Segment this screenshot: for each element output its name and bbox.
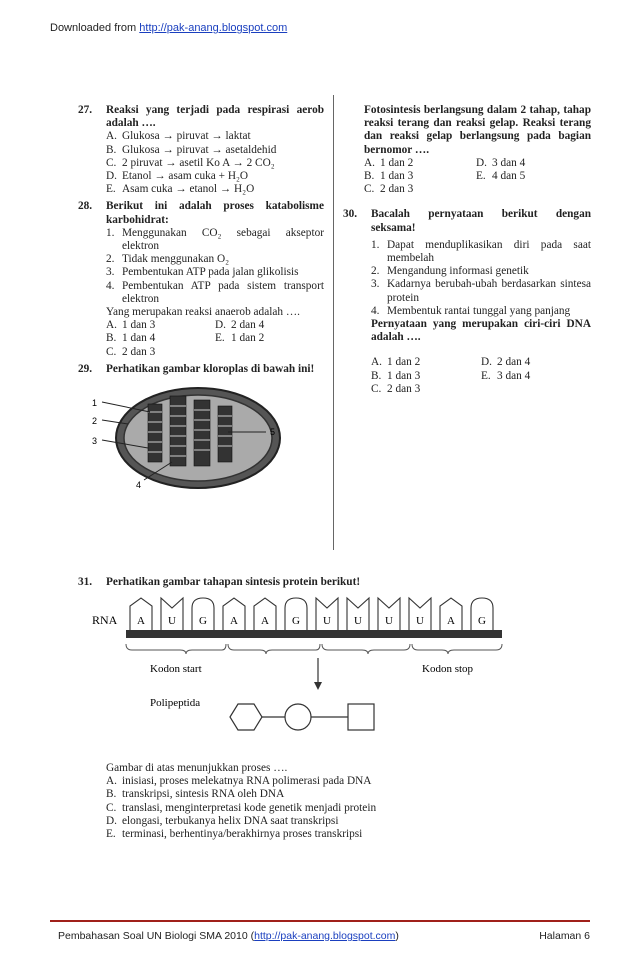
- rna-label: RNA: [92, 613, 118, 627]
- option-text: 1 dan 2: [380, 156, 414, 169]
- protein-synthesis-diagram: [92, 594, 512, 754]
- question-28: [78, 200, 324, 358]
- circle-amino-acid: [285, 704, 311, 730]
- item-marker: A.: [106, 775, 117, 788]
- option-letter: B.: [371, 369, 382, 382]
- rna-base-letter: U: [323, 615, 331, 627]
- diagram-label-5: 5: [270, 427, 276, 438]
- rna-base-letter: U: [168, 615, 176, 627]
- item-marker: 4.: [106, 279, 115, 292]
- item-marker: C.: [106, 156, 117, 169]
- option-item: [371, 370, 481, 383]
- item-text: Tidak menggunakan O₂: [122, 253, 230, 266]
- option-text: 2 dan 4: [231, 319, 265, 332]
- option-text: 1 dan 3: [387, 369, 421, 382]
- option-text: 1 dan 3: [380, 170, 414, 183]
- list-item: [106, 266, 324, 279]
- option-text: 2 dan 3: [122, 345, 156, 358]
- item-text: Kadarnya berubah-ubah berdasarkan sintesa protein: [387, 278, 591, 304]
- option-row: [106, 346, 324, 359]
- question-29: [78, 363, 324, 376]
- option-item: [106, 170, 324, 183]
- q29-continuation: Fotosintesis berlangsung dalam 2 tahap, tahap reaksi terang dan reaksi gelap. Reaksi terang dan reaksi gelap berlangsung pada bagian bernomor ….: [364, 104, 591, 156]
- option-item: [215, 319, 324, 332]
- option-item: [364, 183, 476, 196]
- kodon-start-label: Kodon start: [150, 663, 202, 675]
- rna-base-letter: U: [416, 615, 424, 627]
- diagram-label-1: 1: [92, 398, 98, 409]
- item-text: Glukosa → piruvat → asetaldehid: [122, 143, 277, 156]
- q28-items: [106, 227, 324, 306]
- list-item: [106, 253, 324, 266]
- item-marker: 1.: [106, 226, 115, 239]
- q31-answer-block: [106, 762, 586, 841]
- option-item: [106, 144, 324, 157]
- option-text: 2 dan 4: [497, 356, 531, 369]
- option-row: [371, 383, 591, 396]
- option-item: [481, 370, 591, 383]
- hexagon-amino-acid: [230, 704, 262, 730]
- header-prefix: Downloaded from: [50, 22, 140, 34]
- q27-number: 27.: [78, 104, 93, 116]
- rna-base-letter: U: [385, 615, 393, 627]
- q29-number: 29.: [78, 362, 93, 375]
- option-item: [106, 157, 324, 170]
- list-item: [371, 265, 591, 278]
- option-item: [364, 157, 476, 170]
- option-letter: A.: [106, 319, 117, 332]
- q30-number: 30.: [343, 208, 358, 221]
- footer-rule: [50, 920, 590, 922]
- q28-number: 28.: [78, 200, 93, 213]
- option-letter: B.: [106, 332, 117, 345]
- item-text: transkripsi, sintesis RNA oleh DNA: [122, 788, 285, 801]
- header-link[interactable]: http://pak-anang.blogspot.com: [139, 22, 288, 34]
- option-text: 2 dan 3: [380, 183, 414, 196]
- option-letter: D.: [215, 319, 226, 332]
- question-27: [78, 104, 324, 196]
- rna-base-letter: G: [292, 615, 300, 627]
- rna-base-letter: A: [447, 615, 455, 627]
- option-item: [476, 183, 588, 196]
- option-letter: D.: [481, 356, 492, 369]
- footer-left: [58, 930, 399, 942]
- rna-base-letter: U: [354, 615, 362, 627]
- item-marker: 2.: [106, 253, 115, 266]
- q30-text: Bacalah pernyataan berikut dengan seksama!: [371, 208, 591, 234]
- column-divider: [333, 95, 334, 550]
- option-item: [106, 332, 215, 345]
- item-text: Menggunakan CO₂ sebagai akseptor elektron: [122, 226, 324, 253]
- q29-continuation-block: [343, 104, 591, 196]
- question-30: [343, 208, 591, 396]
- option-row: [371, 370, 591, 383]
- option-item: [106, 130, 324, 143]
- question-31: [78, 576, 588, 589]
- option-row: [106, 332, 324, 345]
- option-row: [364, 157, 591, 170]
- item-marker: 3.: [371, 278, 380, 291]
- option-letter: E.: [476, 170, 486, 183]
- option-letter: D.: [476, 156, 487, 169]
- rna-base-letter: A: [261, 615, 269, 627]
- q31-options: [106, 775, 586, 841]
- footer-suffix: ): [395, 930, 399, 942]
- rna-base-letter: A: [230, 615, 238, 627]
- list-item: [371, 278, 591, 304]
- option-letter: A.: [371, 356, 382, 369]
- q27-text: Reaksi yang terjadi pada respirasi aerob adalah ….: [106, 104, 324, 130]
- option-text: 1 dan 2: [231, 332, 265, 345]
- item-text: Mengandung informasi genetik: [387, 265, 529, 278]
- item-marker: 1.: [371, 238, 380, 251]
- option-letter: E.: [215, 332, 225, 345]
- item-marker: D.: [106, 170, 117, 183]
- q30-items: [371, 239, 591, 318]
- item-marker: 3.: [106, 266, 115, 279]
- q30-options: [371, 356, 591, 396]
- item-text: terminasi, berhentinya/berakhirnya proses transkripsi: [122, 828, 363, 841]
- option-text: 4 dan 5: [492, 170, 526, 183]
- option-item: [106, 788, 586, 801]
- kodon-stop-label: Kodon stop: [422, 663, 474, 675]
- option-letter: A.: [364, 156, 375, 169]
- option-item: [106, 802, 586, 815]
- option-text: 3 dan 4: [492, 156, 526, 169]
- footer-prefix: Pembahasan Soal UN Biologi SMA 2010 (: [58, 930, 255, 942]
- item-marker: D.: [106, 814, 117, 827]
- option-item: [371, 383, 481, 396]
- item-text: elongasi, terbukanya helix DNA saat transkripsi: [122, 814, 339, 827]
- option-item: [476, 170, 588, 183]
- option-text: 1 dan 4: [122, 332, 156, 345]
- option-item: [364, 170, 476, 183]
- diagram-label-4: 4: [136, 480, 142, 491]
- option-item: [106, 346, 215, 359]
- q31-number: 31.: [78, 576, 93, 588]
- item-text: Pembentukan ATP pada jalan glikolisis: [122, 266, 299, 279]
- option-letter: C.: [106, 345, 117, 358]
- option-item: [371, 356, 481, 369]
- item-text: Asam cuka → etanol → H₂O: [122, 183, 255, 196]
- option-text: 1 dan 3: [122, 319, 156, 332]
- item-marker: B.: [106, 788, 117, 801]
- item-text: translasi, menginterpretasi kode genetik menjadi protein: [122, 801, 377, 814]
- option-letter: B.: [364, 170, 375, 183]
- option-item: [481, 383, 591, 396]
- polipeptida-label: Polipeptida: [150, 697, 201, 709]
- item-marker: A.: [106, 130, 117, 143]
- list-item: [371, 305, 591, 318]
- q28-question: Yang merupakan reaksi anaerob adalah ….: [106, 306, 300, 319]
- left-column: [78, 104, 324, 498]
- item-marker: 2.: [371, 265, 380, 278]
- list-item: [106, 280, 324, 306]
- option-text: 3 dan 4: [497, 369, 531, 382]
- option-item: [106, 828, 586, 841]
- item-marker: C.: [106, 801, 117, 814]
- q27-options: [106, 130, 324, 196]
- rna-base-letter: G: [199, 615, 207, 627]
- item-text: Dapat menduplikasikan diri pada saat membelah: [387, 238, 591, 265]
- q28-text: Berikut ini adalah proses katabolisme karbohidrat:: [106, 200, 324, 226]
- option-item: [106, 815, 586, 828]
- option-text: 1 dan 2: [387, 356, 421, 369]
- q31-text: Perhatikan gambar tahapan sintesis protein berikut!: [106, 576, 361, 588]
- diagram-label-2: 2: [92, 416, 98, 427]
- rna-base-letter: A: [137, 615, 145, 627]
- option-letter: E.: [481, 369, 491, 382]
- rna-strand: [126, 630, 502, 638]
- diagram-label-3: 3: [92, 436, 98, 447]
- chloroplast-diagram: [88, 382, 288, 494]
- option-text: 2 dan 3: [387, 382, 421, 395]
- option-item: [106, 319, 215, 332]
- item-marker: 4.: [371, 304, 380, 317]
- q29-text: Perhatikan gambar kloroplas di bawah ini!: [106, 362, 315, 375]
- item-marker: E.: [106, 183, 116, 196]
- q29-options: [364, 157, 591, 197]
- option-item: [481, 356, 591, 369]
- page-number: Halaman 6: [539, 930, 590, 942]
- option-row: [371, 356, 591, 369]
- q30-question: Pernyataan yang merupakan ciri-ciri DNA adalah ….: [371, 318, 591, 344]
- option-item: [106, 775, 586, 788]
- option-item: [215, 346, 324, 359]
- list-item: [106, 227, 324, 253]
- option-letter: C.: [364, 183, 375, 196]
- q28-options: [106, 319, 324, 359]
- option-item: [215, 332, 324, 345]
- option-row: [106, 319, 324, 332]
- list-item: [371, 239, 591, 265]
- footer-link[interactable]: http://pak-anang.blogspot.com: [254, 930, 396, 942]
- right-column: [343, 104, 591, 396]
- rna-base-letter: G: [478, 615, 486, 627]
- page-header: [50, 22, 287, 34]
- item-text: 2 piruvat → asetil Ko A → 2 CO₂: [122, 156, 275, 169]
- item-text: Membentuk rantai tunggal yang panjang: [387, 304, 571, 317]
- option-item: [476, 157, 588, 170]
- item-text: Pembentukan ATP pada sistem transport elektron: [122, 279, 324, 305]
- item-text: Glukosa → piruvat → laktat: [122, 130, 251, 143]
- option-row: [364, 170, 591, 183]
- item-text: Etanol → asam cuka + H₂O: [122, 170, 249, 183]
- option-item: [106, 183, 324, 196]
- option-row: [364, 183, 591, 196]
- q31-question: Gambar di atas menunjukkan proses ….: [106, 762, 288, 774]
- item-text: inisiasi, proses melekatnya RNA polimerasi pada DNA: [122, 775, 372, 788]
- option-letter: C.: [371, 382, 382, 395]
- item-marker: E.: [106, 828, 116, 841]
- item-marker: B.: [106, 143, 117, 156]
- square-amino-acid: [348, 704, 374, 730]
